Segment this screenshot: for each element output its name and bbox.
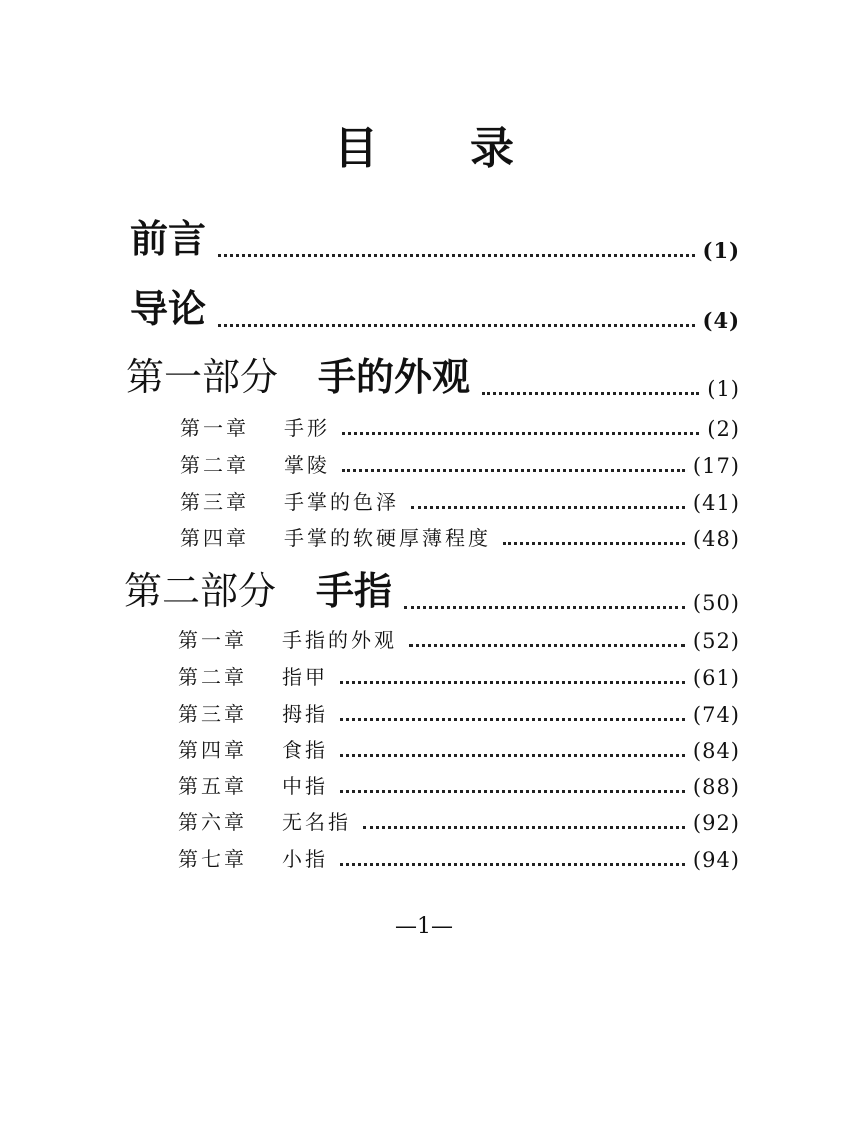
entry-page: (94) — [692, 848, 740, 872]
entry-page: (88) — [692, 775, 740, 799]
chapter-label: 第五章 — [178, 774, 247, 798]
toc-entry-chapter[interactable] — [180, 486, 740, 515]
page-number-footer: —1— — [395, 914, 453, 939]
toc-entry-chapter[interactable] — [178, 698, 740, 727]
entry-label: 前言 — [130, 216, 207, 261]
leader-dots — [218, 324, 695, 327]
entry-page: (1) — [707, 377, 740, 401]
page-title — [0, 112, 848, 176]
toc-entry-chapter[interactable] — [178, 734, 740, 763]
entry-page: (2) — [707, 417, 740, 441]
entry-page: (41) — [692, 491, 740, 515]
toc-entry-introduction[interactable] — [130, 278, 740, 333]
leader-dots — [218, 254, 695, 257]
chapter-name: 拇指 — [282, 702, 328, 726]
leader-dots — [340, 863, 685, 866]
chapter-name: 小指 — [282, 847, 328, 871]
toc-entry-chapter[interactable] — [178, 770, 740, 799]
leader-dots — [340, 681, 685, 684]
chapter-name: 食指 — [282, 738, 328, 762]
toc-entry-chapter[interactable] — [178, 624, 740, 653]
chapter-label: 第一章 — [180, 416, 249, 440]
leader-dots — [342, 469, 685, 472]
chapter-label: 第一章 — [178, 628, 247, 652]
part-heading — [126, 346, 470, 401]
chapter-label: 第四章 — [178, 738, 247, 762]
entry-label: 导论 — [130, 286, 207, 331]
leader-dots — [411, 506, 685, 509]
toc-entry-preface[interactable] — [130, 208, 740, 263]
leader-dots — [342, 432, 699, 435]
toc-entry-chapter[interactable] — [180, 449, 740, 478]
toc-entry-chapter[interactable] — [180, 412, 740, 441]
chapter-label: 第三章 — [178, 702, 247, 726]
chapter-name: 掌陵 — [284, 453, 330, 477]
part-label: 第一部分 — [126, 355, 279, 399]
part-name: 手的外观 — [318, 354, 471, 399]
title-left: 目 — [334, 123, 378, 174]
leader-dots — [363, 826, 685, 829]
leader-dots — [409, 644, 685, 647]
toc-entry-part-2[interactable] — [124, 560, 740, 615]
part-name: 手指 — [316, 568, 393, 613]
entry-page: (61) — [692, 666, 740, 690]
entry-page: (48) — [692, 527, 740, 551]
chapter-name: 手掌的色泽 — [284, 490, 399, 514]
chapter-name: 手掌的软硬厚薄程度 — [284, 526, 491, 550]
chapter-label: 第四章 — [180, 526, 249, 550]
chapter-name: 中指 — [282, 774, 328, 798]
entry-page: (52) — [692, 629, 740, 653]
chapter-name: 手指的外观 — [282, 628, 397, 652]
chapter-label: 第三章 — [180, 490, 249, 514]
entry-page: (17) — [692, 454, 740, 478]
entry-page: (1) — [702, 238, 740, 263]
chapter-label: 第二章 — [178, 665, 247, 689]
entry-page: (74) — [692, 703, 740, 727]
leader-dots — [340, 718, 685, 721]
entry-page: (84) — [692, 739, 740, 763]
toc-entry-chapter[interactable] — [180, 522, 740, 551]
toc-entry-chapter[interactable] — [178, 843, 740, 872]
chapter-label: 第二章 — [180, 453, 249, 477]
part-label: 第二部分 — [124, 569, 277, 613]
chapter-name: 无名指 — [282, 810, 351, 834]
toc-entry-chapter[interactable] — [178, 806, 740, 835]
entry-page: (92) — [692, 811, 740, 835]
leader-dots — [340, 754, 685, 757]
title-right: 录 — [470, 123, 514, 174]
leader-dots — [340, 790, 685, 793]
entry-page: (4) — [702, 308, 740, 333]
leader-dots — [404, 606, 685, 609]
toc-entry-part-1[interactable] — [126, 346, 740, 401]
toc-entry-chapter[interactable] — [178, 661, 740, 690]
part-heading — [124, 560, 392, 615]
leader-dots — [503, 542, 685, 545]
chapter-label: 第六章 — [178, 810, 247, 834]
leader-dots — [482, 392, 699, 395]
chapter-name: 指甲 — [282, 665, 328, 689]
chapter-name: 手形 — [284, 416, 330, 440]
entry-page: (50) — [692, 591, 740, 615]
chapter-label: 第七章 — [178, 847, 247, 871]
